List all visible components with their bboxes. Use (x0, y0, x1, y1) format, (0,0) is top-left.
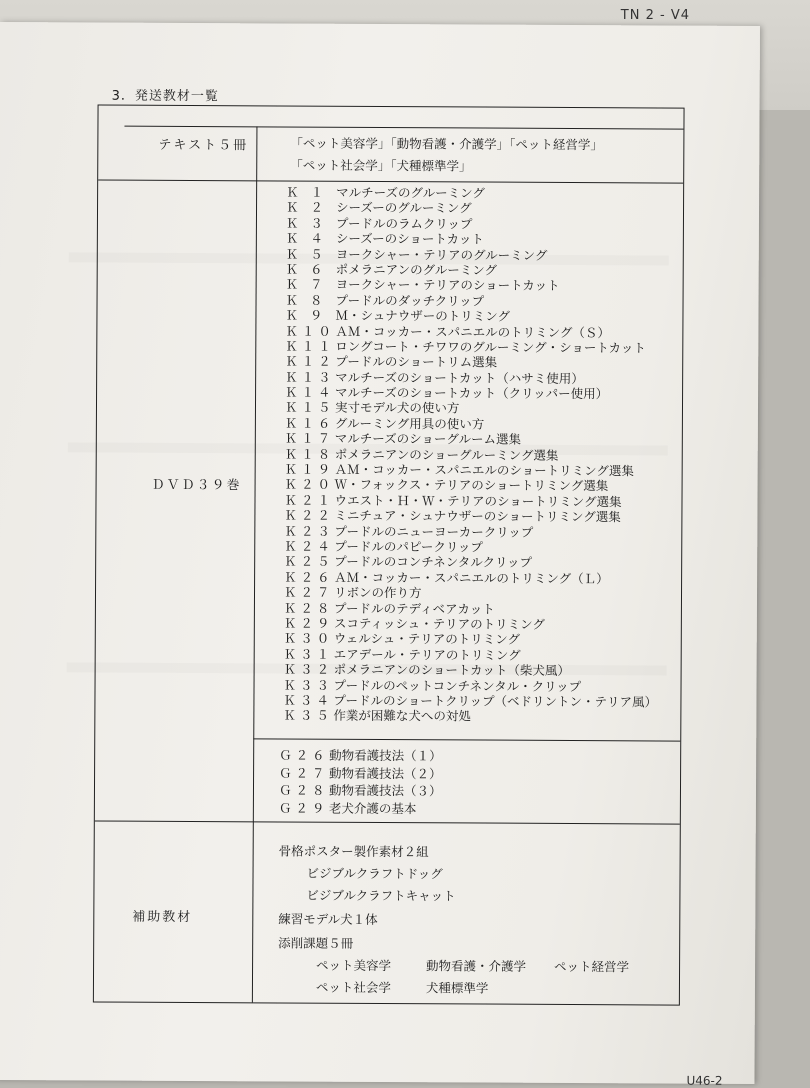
texts-line: 「ペット社会学」「犬種標準学」 (290, 157, 472, 174)
dvd-item-title: プードルのペットコンチネンタル・クリップ (333, 677, 582, 694)
dvd-item-title: プードルのパピークリップ (334, 538, 483, 555)
dvd-item-title: ＡＭ・コッカー・スパニエルのトリミング（Ｌ） (334, 569, 609, 586)
dvd-item-title: グルーミング用具の使い方 (334, 415, 485, 432)
aux-assign-item: ペット経営学 (554, 958, 630, 975)
dvd-item-code: Ｋ ６ (285, 261, 327, 277)
dvd-item-title: プードルのラムクリップ (335, 215, 473, 232)
dvd-item-code: Ｋ １ (286, 184, 328, 200)
dvd-item-title: 老犬介護の基本 (328, 800, 417, 816)
dvd-item-title: シーズーのグルーミング (335, 200, 472, 216)
dvd-item-title: ＡＭ・コッカー・スパニエルのショートリミング選集 (334, 461, 634, 479)
aux-poster-cat: ビジブルクラフトキャット (306, 887, 456, 904)
aux-assign-item: ペット社会学 (315, 979, 392, 996)
dvd-item-code: Ｋ１６ (284, 415, 335, 431)
dvd-item-title: プードルのテディベアカット (333, 600, 495, 617)
section-title: 3．発送教材一覧 (111, 88, 219, 105)
dvd-item-title: 動物看護技法（１） (329, 747, 442, 764)
table-rule (98, 180, 683, 184)
dvd-item-code: Ｋ３２ (283, 661, 334, 677)
dvd-item-title: リボンの作り方 (333, 584, 422, 601)
dvd-item-code: Ｋ１１ (285, 338, 335, 354)
dvd-item-code: Ｋ１５ (284, 399, 335, 416)
texts-label: テキスト５冊 (158, 137, 249, 154)
dvd-g-list (279, 746, 442, 817)
dvd-item-code: Ｋ３３ (283, 676, 334, 693)
table-rule (95, 821, 680, 825)
underlying-page-header: TN 2 - V4 (620, 8, 690, 23)
dvd-item-code: Ｋ２９ (283, 615, 334, 631)
dvd-item (279, 781, 442, 799)
materials-table (93, 105, 685, 1006)
dvd-item (279, 746, 442, 764)
dvd-item-title: 動物看護技法（２） (329, 765, 442, 781)
dvd-item-title: ロングコート・チワワのグルーミング・ショートカット (335, 338, 646, 356)
dvd-item (279, 799, 442, 817)
dvd-item-code: Ｋ１４ (285, 384, 335, 400)
aux-assign-row (278, 954, 694, 978)
aux-assign-item: 動物看護・介護学 (426, 958, 527, 974)
dvd-item-title: ポメラニアンのグルーミング (335, 261, 498, 278)
dvd-item-code: Ｋ２８ (283, 600, 334, 616)
dvd-item-title: エアデール・テリアのトリミング (333, 646, 521, 663)
dvd-item-code: Ｋ２４ (284, 538, 334, 554)
dvd-item-code: Ｋ ８ (285, 292, 327, 308)
dvd-item-title: マルチーズのショートカット（ハサミ使用） (335, 369, 584, 386)
dvd-item-code: Ｋ１９ (284, 461, 335, 477)
aux-label: 補助教材 (132, 909, 193, 926)
dvd-item-code: Ｋ２０ (284, 476, 335, 493)
dvd-item-title: プードルのダッチクリップ (335, 292, 485, 309)
page-code: U46-2 (686, 1073, 723, 1088)
dvd-item-title: マルチーズのショーグルーム選集 (334, 431, 522, 447)
dvd-item-code: Ｋ１３ (285, 369, 335, 385)
dvd-item-code: Ｋ ５ (285, 246, 327, 262)
texts-line: 「ペット美容学」「動物看護・介護学」「ペット経営学」 (290, 135, 603, 153)
dvd-item-title: ウエスト・Ｈ・Ｗ・テリアのショートリミング選集 (334, 492, 622, 510)
dvd-item-title: ポメラニアンのショーグルーミング選集 (334, 446, 559, 463)
dvd-item-code: Ｋ２５ (284, 553, 334, 570)
document-page (0, 22, 760, 1088)
dvd-item-title: ミニチュア・シュナウザーのショートリミング選集 (334, 507, 621, 525)
dvd-item-title: シーズーのショートカット (335, 230, 484, 247)
dvd-item-code: Ｇ２９ (278, 799, 329, 816)
dvd-item-title: 動物看護技法（３） (328, 782, 442, 799)
aux-assign: 添削課題５冊 (278, 935, 354, 951)
dvd-item-code: Ｋ ２ (285, 199, 328, 216)
dvd-item-title: 作業が困難な犬への対処 (333, 708, 471, 724)
dvd-item-code: Ｇ２６ (279, 747, 329, 763)
dvd-item-title: ＡＭ・コッカー・スパニエルのトリミング（Ｓ） (335, 323, 610, 340)
dvd-item-title: Ｗ・フォックス・テリアのショートリミング選集 (334, 477, 609, 494)
dvd-item-code: Ｋ ９ (285, 307, 327, 323)
dvd-item-code: Ｋ２７ (283, 584, 334, 600)
dvd-item (283, 708, 673, 725)
dvd-item-title: ポメラニアンのショートカット（柴犬風） (333, 661, 570, 679)
dvd-item-code: Ｋ２６ (284, 569, 334, 585)
table-rule (124, 126, 683, 130)
aux-poster-dog: ビジブルクラフトドッグ (306, 865, 443, 882)
dvd-item-code: Ｋ１７ (284, 430, 335, 447)
texts-list (290, 133, 603, 179)
dvd-item-title: Ｍ・シュナウザーのトリミング (335, 307, 511, 324)
dvd-item-code: Ｋ２１ (284, 492, 335, 508)
dvd-item-code: Ｋ ３ (285, 215, 327, 231)
aux-assign-row (278, 976, 694, 1000)
dvd-item-code: Ｋ２２ (284, 507, 334, 523)
dvd-item-code: Ｋ１０ (285, 323, 335, 339)
dvd-item-code: Ｋ ４ (285, 230, 327, 246)
dvd-item-title: 実寸モデル犬の使い方 (334, 400, 460, 416)
dvd-item-code: Ｋ３０ (283, 630, 334, 647)
dvd-item-title: プードルのコンチネンタルクリップ (334, 554, 533, 571)
dvd-item-code: Ｋ１８ (284, 446, 335, 462)
table-rule (253, 738, 680, 741)
dvd-item-title: ウェルシュ・テリアのトリミング (333, 631, 521, 648)
aux-assign-item: ペット美容学 (316, 957, 392, 974)
aux-materials (278, 840, 695, 1000)
dvd-item-title: プードルのニューヨーカークリップ (334, 523, 534, 540)
dvd-item-code: Ｋ３４ (283, 692, 334, 708)
dvd-item-title: ヨークシャー・テリアのグルーミング (335, 246, 548, 263)
dvd-item-code: Ｋ ７ (285, 276, 327, 293)
dvd-item (279, 764, 442, 782)
dvd-item-code: Ｇ２８ (278, 782, 329, 798)
dvd-item-code: Ｇ２７ (279, 764, 329, 781)
dvd-item-title: プードルのショートリム選集 (335, 354, 498, 370)
dvd-item-title: マルチーズのグルーミング (336, 184, 485, 201)
table-column-divider (252, 126, 258, 1002)
dvd-item-title: スコティッシュ・テリアのトリミング (333, 615, 545, 632)
aux-poster: 骨格ポスター製作素材２組 (278, 843, 429, 860)
dvd-item-code: Ｋ３５ (283, 707, 333, 724)
dvd-item-code: Ｋ２３ (284, 523, 334, 539)
dvd-label: ＤＶＤ３９巻 (151, 477, 242, 494)
dvd-item-code: Ｋ３１ (283, 646, 334, 662)
dvd-item-title: マルチーズのショートカット（クリッパー使用） (335, 384, 609, 402)
aux-model: 練習モデル犬１体 (278, 911, 378, 927)
dvd-item-title: プードルのショートクリップ（ベドリントン・テリア風） (333, 692, 658, 710)
dvd-item-code: Ｋ１２ (285, 353, 335, 370)
aux-assign-item: 犬種標準学 (425, 980, 489, 996)
dvd-item-title: ヨークシャー・テリアのショートカット (335, 277, 560, 294)
dvd-list (283, 185, 676, 726)
